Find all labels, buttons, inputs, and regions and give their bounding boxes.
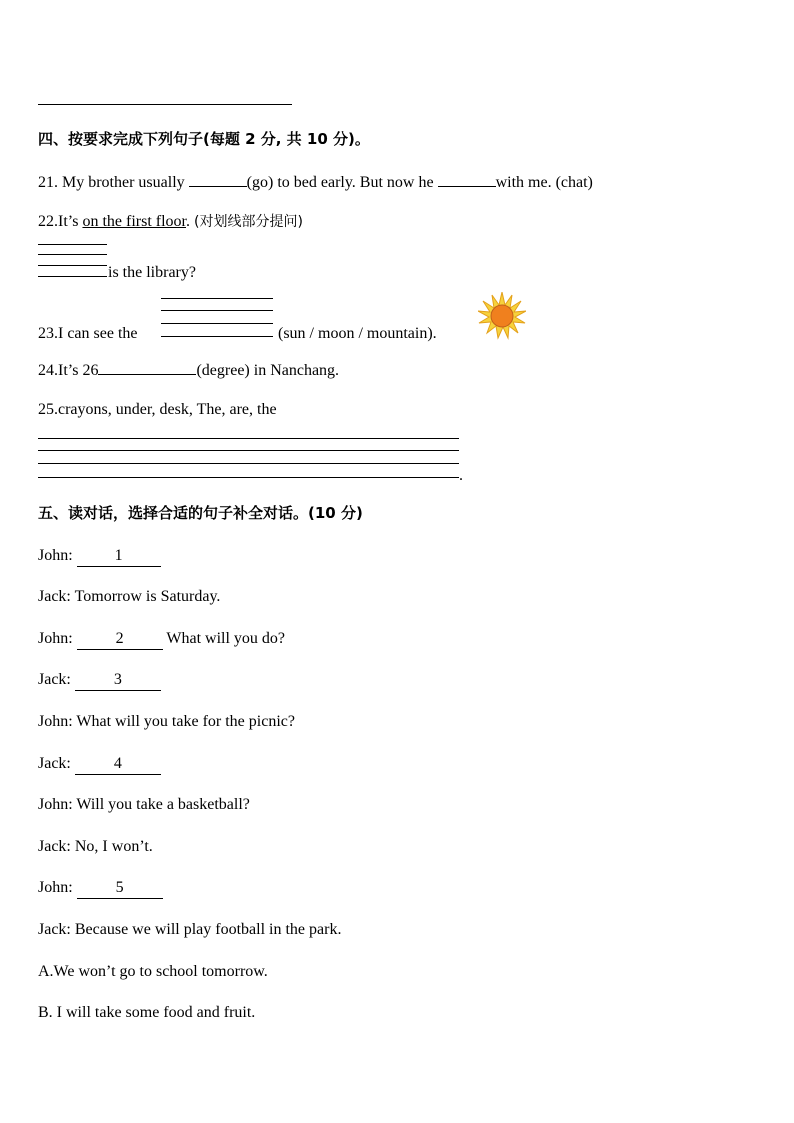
dialogue-line: Jack: No, I won’t. (38, 838, 153, 855)
q22-answer-tail: is the library? (108, 264, 196, 281)
q25-number: 25 (38, 401, 54, 418)
q25-period: . (459, 467, 463, 484)
speaker: John: (38, 796, 73, 813)
speaker: John: (38, 879, 73, 896)
q23-number: 23 (38, 325, 54, 342)
dialogue-blank[interactable]: 5 (77, 878, 163, 899)
q22-number: 22 (38, 213, 54, 230)
sun-icon (478, 292, 526, 340)
q24-number: 24 (38, 362, 54, 379)
q22-answer-line-4[interactable] (38, 276, 107, 277)
dialogue-line (38, 754, 161, 775)
q25-answer-line-1[interactable] (38, 438, 459, 439)
q22-underlined-phrase: on the first floor (82, 213, 186, 230)
q22-answer-line-1[interactable] (38, 244, 107, 245)
dialogue-line (38, 670, 161, 691)
q25-answer-line-4[interactable] (38, 477, 459, 478)
dialogue-line: Jack: Tomorrow is Saturday. (38, 588, 221, 605)
speaker: John: (38, 713, 73, 730)
q23-answer-line-2[interactable] (161, 310, 273, 311)
speaker: Jack: (38, 588, 71, 605)
section4-heading: 四、按要求完成下列句子(每题 2 分, 共 10 分)。 (38, 130, 370, 148)
dialogue-line: John: 2 What will you do? (38, 629, 285, 650)
question-22: 22.It’s on the first floor. (对划线部分提问) (38, 213, 303, 230)
q23-options: (sun / moon / mountain). (278, 325, 437, 342)
dialogue-blank[interactable]: 3 (75, 670, 161, 691)
question-24: 24.It’s 26 (degree) in Nanchang. (38, 359, 339, 381)
top-divider (38, 104, 292, 105)
speaker: Jack: (38, 671, 71, 688)
speaker: John: (38, 547, 73, 564)
dialogue-line: John: Will you take a basketball? (38, 796, 250, 813)
q25-answer-line-2[interactable] (38, 450, 459, 451)
q25-answer-line-3[interactable] (38, 463, 459, 464)
q23-answer-line-4[interactable] (161, 336, 273, 337)
dialogue-line: John: What will you take for the picnic? (38, 713, 295, 730)
q23-answer-line-1[interactable] (161, 298, 273, 299)
dialogue-line (38, 878, 163, 899)
speaker: Jack: (38, 921, 71, 938)
q23-answer-line-3[interactable] (161, 323, 273, 324)
speaker: Jack: (38, 755, 71, 772)
dialogue-blank[interactable]: 2 (77, 629, 163, 650)
dialogue-line: Jack: Because we will play football in the park. (38, 921, 342, 938)
q21-blank-1[interactable] (189, 171, 247, 187)
dialogue-blank[interactable]: 1 (77, 546, 161, 567)
speaker: Jack: (38, 838, 71, 855)
q22-answer-line-2[interactable] (38, 254, 107, 255)
question-25: 25.crayons, under, desk, The, are, the (38, 401, 277, 418)
speaker: John: (38, 630, 73, 647)
q22-instruction: (对划线部分提问) (194, 214, 303, 230)
section5-heading: 五、读对话，选择合适的句子补全对话。(10 分) (38, 504, 363, 522)
q21-number: 21 (38, 174, 54, 191)
q24-blank[interactable] (98, 359, 196, 375)
option-b: B. I will take some food and fruit. (38, 1004, 256, 1021)
q22-answer-line-3[interactable] (38, 265, 107, 266)
dialogue-blank[interactable]: 4 (75, 754, 161, 775)
q21-blank-2[interactable] (438, 171, 496, 187)
dialogue-line (38, 546, 161, 567)
option-a: A.We won’t go to school tomorrow. (38, 963, 268, 980)
question-21: 21. My brother usually (go) to bed early. But now he with me. (chat) (38, 171, 593, 193)
question-23: 23.I can see the (38, 325, 138, 342)
